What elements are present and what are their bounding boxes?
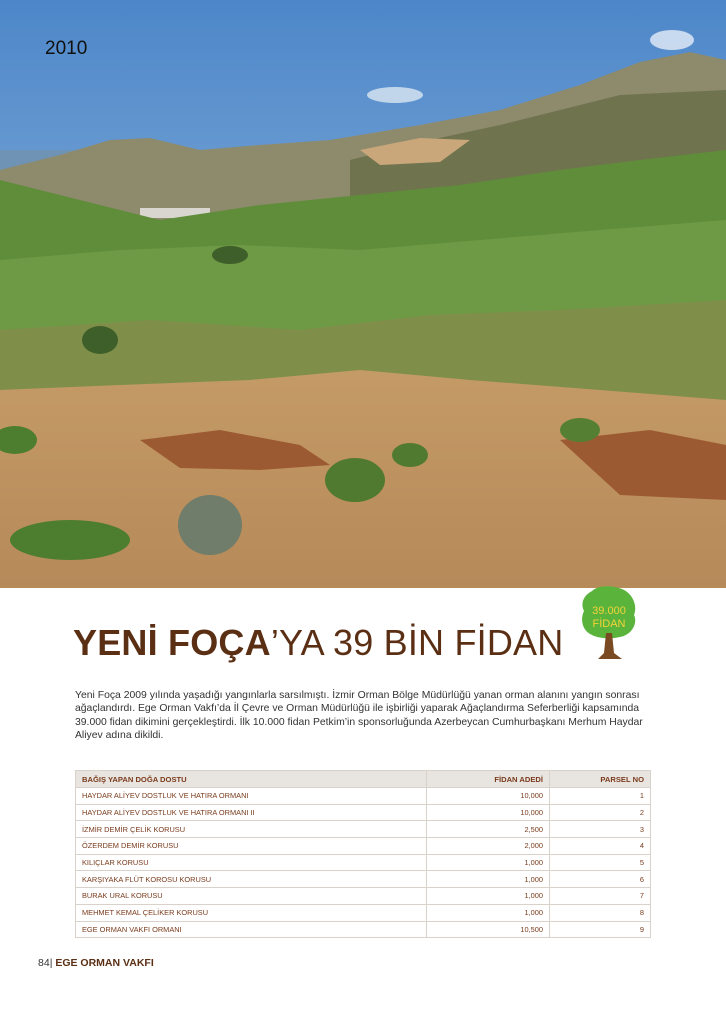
table-row (76, 854, 651, 871)
donor-cell: KARŞIYAKA FLÜT KOROSU KORUSU (76, 871, 427, 888)
count-cell: 1,000 (427, 904, 550, 921)
header-parcel: PARSEL NO (550, 771, 651, 788)
table-header-row (76, 771, 651, 788)
donor-cell: İZMİR DEMİR ÇELİK KORUSU (76, 821, 427, 838)
tree-badge (578, 583, 640, 663)
donor-cell: MEHMET KEMAL ÇELİKER KORUSU (76, 904, 427, 921)
donor-cell: ÖZERDEM DEMİR KORUSU (76, 838, 427, 855)
badge-count: 39.000 (592, 605, 626, 617)
page-footer (38, 957, 154, 969)
table-row (76, 838, 651, 855)
donor-cell: HAYDAR ALİYEV DOSTLUK VE HATIRA ORMANI (76, 788, 427, 805)
count-cell: 1,000 (427, 854, 550, 871)
footer-organization: EGE ORMAN VAKFI (55, 957, 154, 969)
header-count: FİDAN ADEDİ (427, 771, 550, 788)
count-cell: 1,000 (427, 871, 550, 888)
donor-cell: BURAK URAL KORUSU (76, 888, 427, 905)
parcel-cell: 1 (550, 788, 651, 805)
count-cell: 10,000 (427, 804, 550, 821)
table-row (76, 888, 651, 905)
page-title (73, 622, 563, 664)
table-row (76, 904, 651, 921)
photo-year: 2010 (45, 38, 88, 59)
parcel-cell: 6 (550, 871, 651, 888)
parcel-cell: 4 (550, 838, 651, 855)
table-row (76, 821, 651, 838)
body-paragraph: Yeni Foça 2009 yılında yaşadığı yangınlarla sarsılmıştı. İzmir Orman Bölge Müdürlüğü yanan orman alanını yangın sonrası ağaçlandırdı. Ege Orman Vakfı’da İl Çevre ve Orman Müdürlüğü ile işbirliği yaparak Ağaçlandırma Seferberliği kapsamında 39.000 fidan dikimini gerçekleştirdi. İlk 10.000 fidan Petkim’in sponsorluğunda Azerbeycan Cumhurbaşkanı Merhum Haydar Aliyev adına dikildi. (75, 690, 643, 741)
donor-cell: KILIÇLAR KORUSU (76, 854, 427, 871)
table-row (76, 921, 651, 938)
parcel-cell: 7 (550, 888, 651, 905)
donor-cell: HAYDAR ALİYEV DOSTLUK VE HATIRA ORMANI II (76, 804, 427, 821)
footer-separator: | (49, 957, 53, 969)
count-cell: 1,000 (427, 888, 550, 905)
title-rest: ’YA 39 BİN FİDAN (270, 622, 564, 663)
table-row (76, 788, 651, 805)
parcel-cell: 5 (550, 854, 651, 871)
count-cell: 10,000 (427, 788, 550, 805)
title-bold: YENİ FOÇA (73, 622, 271, 663)
table-row (76, 871, 651, 888)
table-row (76, 804, 651, 821)
count-cell: 10,500 (427, 921, 550, 938)
parcel-cell: 3 (550, 821, 651, 838)
parcel-cell: 8 (550, 904, 651, 921)
count-cell: 2,500 (427, 821, 550, 838)
parcel-cell: 9 (550, 921, 651, 938)
parcel-cell: 2 (550, 804, 651, 821)
count-cell: 2,000 (427, 838, 550, 855)
donor-cell: EGE ORMAN VAKFI ORMANI (76, 921, 427, 938)
page-number: 84 (38, 957, 50, 969)
badge-unit: FİDAN (592, 618, 626, 630)
donor-table (75, 770, 651, 938)
header-donor: BAĞIŞ YAPAN DOĞA DOSTU (76, 771, 427, 788)
